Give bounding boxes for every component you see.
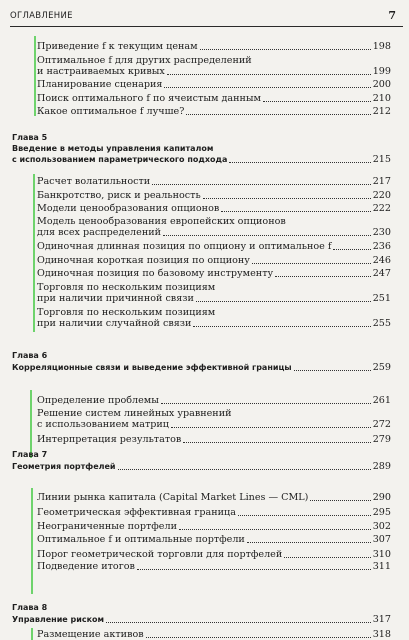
dot-leader (171, 416, 371, 428)
chapter-page-number: 215 (372, 154, 391, 166)
toc-entry-title: Планирование сценария (37, 79, 163, 90)
toc-entry-title: Одиночная длинная позиция по опциону и оптимальное f (37, 241, 332, 252)
toc-page-number: 220 (372, 190, 391, 201)
dot-leader (238, 504, 371, 516)
dot-leader (183, 431, 370, 443)
toc-entry-line (0, 79, 409, 90)
chapter-title-line (0, 461, 409, 472)
toc-entry-title: Подведение итогов (37, 561, 135, 572)
toc-entry-line (0, 41, 409, 52)
toc-entry-title: для всех распределений (37, 227, 162, 239)
toc-page-number: 302 (372, 521, 391, 532)
toc-page-number: 210 (372, 93, 391, 104)
toc-page-number: 212 (372, 106, 391, 117)
toc-entry-line (0, 318, 409, 329)
toc-page-number: 279 (372, 434, 391, 445)
chapter-title-line (0, 614, 409, 625)
dot-leader (163, 224, 371, 236)
toc-entry-title: Торговля по нескольким позициям (37, 307, 216, 318)
dot-leader (221, 200, 370, 212)
chapter-label: Глава 7 (12, 450, 48, 459)
header-page-number: 7 (388, 9, 396, 22)
toc-page-number: 272 (372, 419, 391, 431)
toc-page-number: 199 (372, 66, 391, 78)
dot-leader (284, 546, 370, 558)
dot-leader (333, 238, 370, 250)
dot-leader (196, 290, 371, 302)
toc-entry-title: Модель ценообразования европейских опционов (37, 216, 286, 227)
toc-page-number: 251 (372, 293, 391, 305)
toc-entry-line (0, 492, 409, 503)
dot-leader (193, 315, 370, 327)
toc-entry-title: Решение систем линейных уравнений (37, 408, 232, 419)
toc-entry-title: Геометрическая эффективная граница (37, 507, 236, 518)
toc-entry-title: Линии рынка капитала (Capital Market Lines — CML) (37, 492, 309, 503)
chapter-page-number: 289 (372, 461, 391, 472)
toc-entry-title: с использованием матриц (37, 419, 169, 431)
dot-leader (310, 489, 370, 501)
toc-page-number: 230 (372, 227, 391, 239)
toc-entry-line (0, 434, 409, 445)
dot-leader (294, 359, 371, 371)
chapter-title-line (0, 362, 409, 373)
toc-entry-title: и настраиваемых кривых (37, 66, 165, 78)
chapter-page-number: 259 (372, 362, 391, 373)
toc-page-number: 236 (372, 241, 391, 252)
toc-entry-line (0, 203, 409, 214)
chapter-title-text: Геометрия портфелей (12, 462, 116, 471)
toc-entry-line (0, 176, 409, 187)
toc-page-number: 255 (372, 318, 391, 330)
toc-page-number: 310 (372, 549, 391, 560)
toc-entry-title: Поиск оптимального f по ячеистым данным (37, 93, 261, 104)
toc-entry-title: Оптимальное f для других распределений (37, 55, 252, 66)
toc-entry-title: Определение проблемы (37, 395, 159, 406)
toc-entry-title: Порог геометрической торговли для портфелей (37, 549, 283, 560)
toc-page-number: 295 (372, 507, 391, 518)
toc-entry-title: Одиночная короткая позиция по опциону (37, 255, 250, 266)
toc-entry-line (0, 507, 409, 518)
toc-entry-line (0, 227, 409, 238)
dot-leader (106, 611, 371, 623)
chapter-label: Глава 6 (12, 351, 48, 360)
toc-page-number: 217 (372, 176, 391, 187)
toc-entry-line (0, 268, 409, 279)
dot-leader (164, 76, 370, 88)
toc-entry-title: Какое оптимальное f лучше? (37, 106, 185, 117)
dot-leader (146, 626, 371, 638)
chapter-title-text: Корреляционные связи и выведение эффективной границы (12, 363, 292, 372)
toc-entry-title: Одиночная позиция по базовому инструменту (37, 268, 274, 279)
toc-entry-line (0, 241, 409, 252)
toc-page-number: 200 (372, 79, 391, 90)
toc-page-number: 290 (372, 492, 391, 503)
toc-page-number: 246 (372, 255, 391, 266)
toc-entry-title: Банкротство, риск и реальность (37, 190, 201, 201)
header-rule (10, 26, 403, 27)
running-header (10, 11, 402, 25)
toc-entry-line (0, 106, 409, 117)
toc-entry-title: при наличии причинной связи (37, 293, 194, 305)
dot-leader (137, 558, 371, 570)
toc-entry-line (0, 419, 409, 430)
chapter-title-text: Введение в методы управления капиталом (12, 144, 214, 153)
toc-entry-line (0, 293, 409, 304)
chapter-title-text: Управление риском (12, 615, 105, 624)
header-title: ОГЛАВЛЕНИЕ (10, 11, 73, 21)
toc-entry-title: Неограниченные портфели (37, 521, 177, 532)
toc-entry-title: Интерпретация результатов (37, 434, 182, 445)
dot-leader (186, 103, 370, 115)
dot-leader (200, 38, 371, 50)
dot-leader (152, 173, 371, 185)
dot-leader (252, 252, 371, 264)
toc-page-number: 311 (372, 561, 391, 572)
toc-entry-title: Оптимальное f и оптимальные портфели (37, 534, 245, 545)
dot-leader (263, 90, 371, 102)
chapter-title-line (0, 154, 409, 165)
dot-leader (167, 63, 371, 75)
toc-entry-title: Модели ценообразования опционов (37, 203, 220, 214)
toc-page-number: 222 (372, 203, 391, 214)
dot-leader (275, 265, 371, 277)
dot-leader (203, 187, 371, 199)
toc-page-number: 307 (372, 534, 391, 545)
toc-entry-line (0, 534, 409, 545)
toc-page-number: 318 (372, 629, 391, 640)
toc-page-number: 198 (372, 41, 391, 52)
toc-entry-line (0, 561, 409, 572)
toc-entry-line (0, 629, 409, 640)
toc-entry-title: Расчет волатильности (37, 176, 151, 187)
toc-entry-title: Торговля по нескольким позициям (37, 282, 216, 293)
chapter-label: Глава 8 (12, 603, 48, 612)
dot-leader (118, 458, 371, 470)
dot-leader (229, 151, 370, 163)
dot-leader (179, 518, 371, 530)
toc-page-number: 247 (372, 268, 391, 279)
toc-entry-title: при наличии случайной связи (37, 318, 192, 330)
toc-entry-line (0, 395, 409, 406)
toc-page-number: 261 (372, 395, 391, 406)
toc-entry-title: Приведение f к текущим ценам (37, 41, 198, 52)
dot-leader (161, 392, 371, 404)
chapter-title-text: с использованием параметрического подхода (12, 155, 228, 165)
toc-entry-title: Размещение активов (37, 629, 144, 640)
chapter-label: Глава 5 (12, 133, 48, 142)
chapter-page-number: 317 (372, 614, 391, 625)
dot-leader (247, 531, 371, 543)
